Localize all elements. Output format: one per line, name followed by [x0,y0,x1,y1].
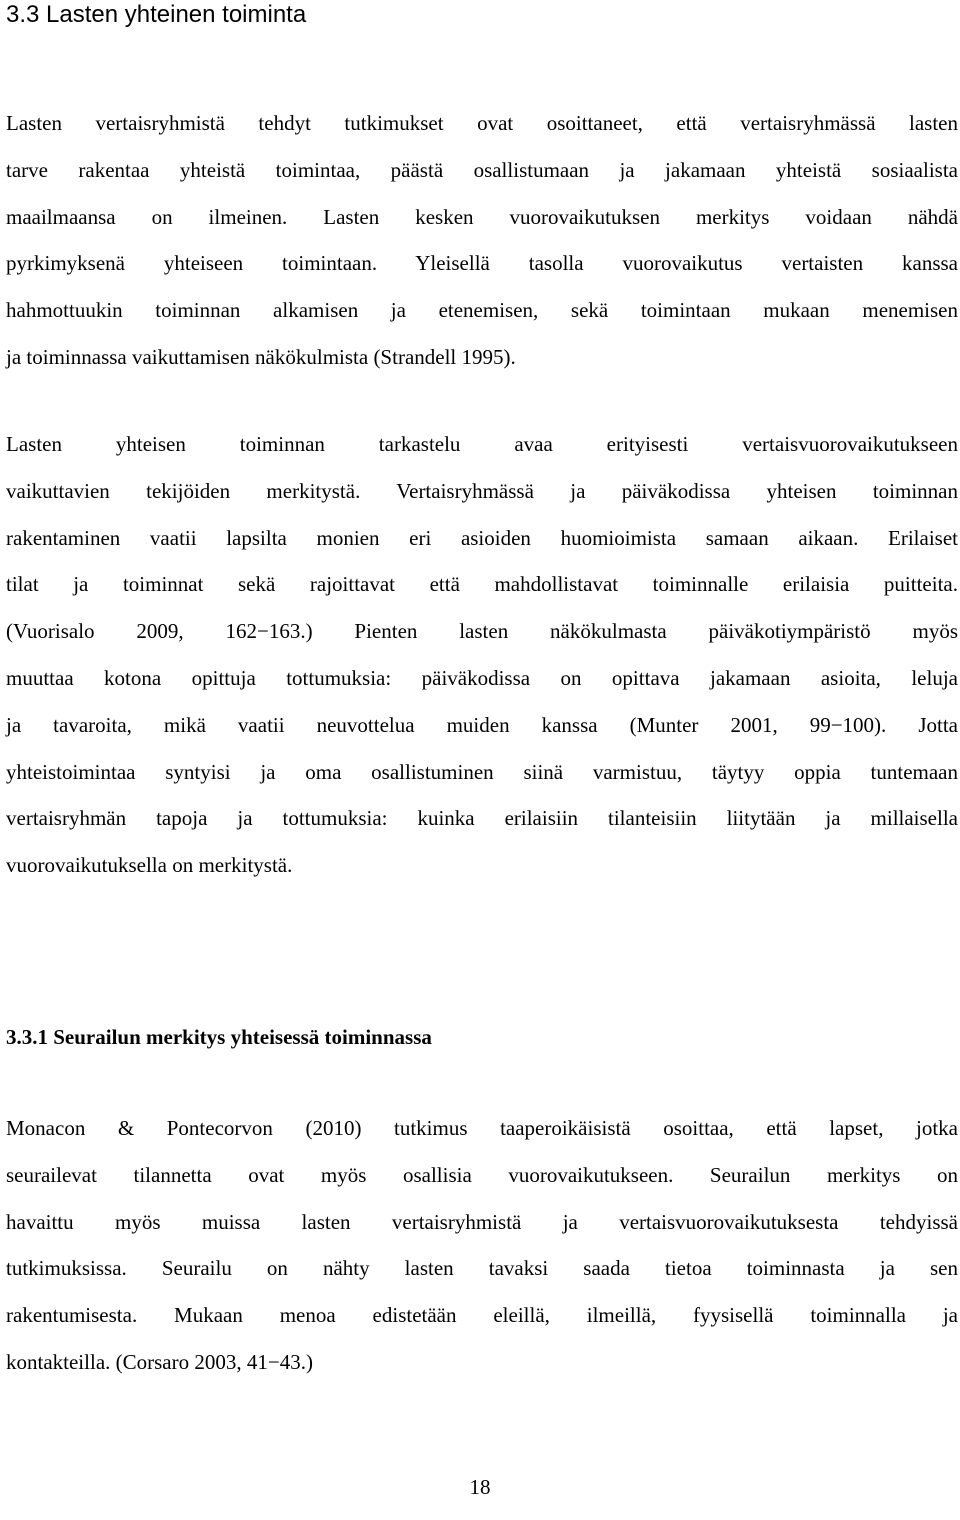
text-line: yhteistoimintaa syntyisi ja oma osallistuminen siinä varmistuu, täytyy oppia tuntemaan [6,759,958,784]
text-line: vuorovaikutuksella on merkitystä. [6,853,293,878]
page-number: 18 [469,1475,491,1499]
text-line: tilat ja toiminnat sekä rajoittavat että mahdollistavat toiminnalle erilaisia puitteita. [6,572,958,597]
text-line: ja tavaroita, mikä vaatii neuvottelua muiden kanssa (Munter 2001, 99−100). Jotta [6,712,958,737]
text-line: seurailevat tilannetta ovat myös osallisia vuorovaikutukseen. Seurailun merkitys on [6,1162,958,1187]
text-line: hahmottuukin toiminnan alkamisen ja etenemisen, sekä toimintaan mukaan menemisen [6,298,958,323]
text-line: vertaisryhmän tapoja ja tottumuksia: kuinka erilaisiin tilanteisiin liitytään ja millaisella [6,806,958,831]
text-line: Lasten yhteisen toiminnan tarkastelu avaa erityisesti vertaisvuorovaikutukseen [6,432,958,456]
text-line: muuttaa kotona opittuja tottumuksia: päiväkodissa on opittava jakamaan asioita, leluja [6,665,958,690]
subsection-heading: 3.3.1 Seurailun merkitys yhteisessä toiminnassa [6,1025,432,1049]
text-line: pyrkimyksenä yhteiseen toimintaan. Yleisellä tasolla vuorovaikutus vertaisten kanssa [6,251,958,276]
text-line: Lasten vertaisryhmistä tehdyt tutkimukset ovat osoittaneet, että vertaisryhmässä lasten [6,111,958,135]
text-line: tutkimuksissa. Seurailu on nähty lasten tavaksi saada tietoa toiminnasta ja sen [6,1256,958,1281]
subsection-paragraph-1 [6,1105,958,1386]
text-line: (Vuorisalo 2009, 162−163.) Pienten lasten näkökulmasta päiväkotiympäristö myös [6,619,958,644]
text-line: rakentumisesta. Mukaan menoa edistetään eleillä, ilmeillä, fyysisellä toiminnalla ja [6,1303,958,1328]
text-line: vaikuttavien tekijöiden merkitystä. Vertaisryhmässä ja päiväkodissa yhteisen toiminnan [6,478,958,503]
text-line: ja toiminnassa vaikuttamisen näkökulmista (Strandell 1995). [6,344,516,369]
text-line: rakentaminen vaatii lapsilta monien eri asioiden huomioimista samaan aikaan. Erilaiset [6,525,958,550]
text-line: havaittu myös muissa lasten vertaisryhmistä ja vertaisvuorovaikutuksesta tehdyissä [6,1209,958,1234]
text-line: Monacon & Pontecorvon (2010) tutkimus taaperoikäisistä osoittaa, että lapset, jotka [6,1116,958,1140]
text-line: maailmaansa on ilmeinen. Lasten kesken vuorovaikutuksen merkitys voidaan nähdä [6,204,958,229]
text-line: tarve rakentaa yhteistä toimintaa, päästä osallistumaan ja jakamaan yhteistä sosiaalista [6,157,958,182]
text-line: kontakteilla. (Corsaro 2003, 41−43.) [6,1349,313,1374]
section-heading: 3.3 Lasten yhteinen toiminta [6,1,307,28]
section-paragraph-2 [6,421,958,889]
section-paragraph-1 [6,100,958,381]
